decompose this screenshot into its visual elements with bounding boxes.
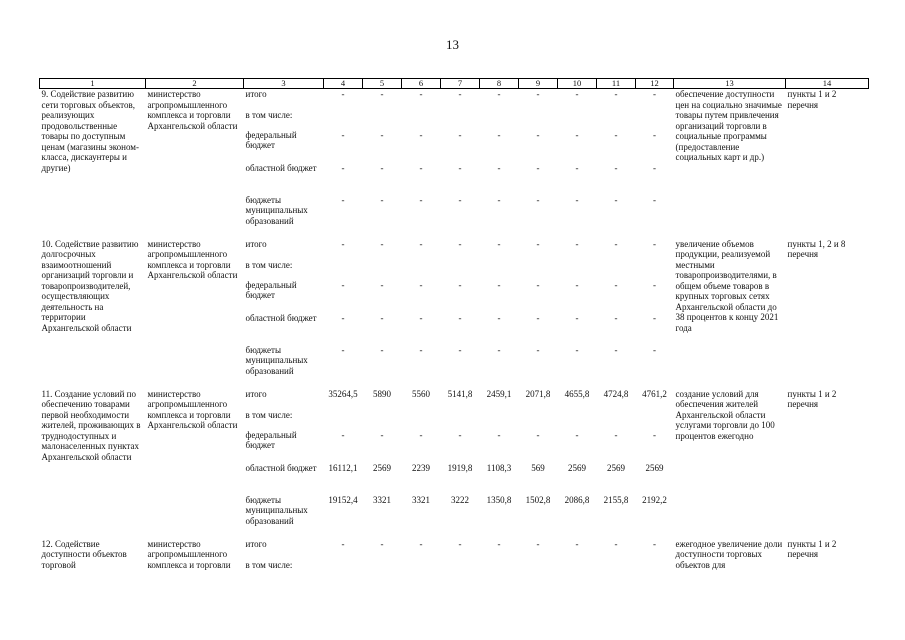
- value-cell: -: [575, 194, 579, 205]
- value-cell: [480, 260, 519, 280]
- value-cell: -: [458, 538, 462, 549]
- value-cell: -: [653, 129, 656, 140]
- funding-source-cell: бюджеты муниципальных образований: [245, 494, 308, 526]
- measure-name-cell: 9. Содействие развитию сети торговых объектов, реализующих продовольственные товары по доступным ценам (магазины эконом-класса, дискаунтеры и другие): [41, 89, 139, 173]
- value-cell: [519, 260, 558, 280]
- value-cell: 5560: [412, 388, 430, 399]
- value-cell: -: [497, 344, 501, 355]
- value-cell: [558, 560, 597, 580]
- value-cell: -: [575, 344, 579, 355]
- value-cell: -: [536, 89, 540, 99]
- value-cell: [480, 560, 519, 580]
- value-cell: [324, 110, 363, 130]
- value-cell: [558, 110, 597, 130]
- value-cell: -: [380, 89, 384, 99]
- value-cell: 4724,8: [603, 388, 629, 399]
- value-cell: -: [341, 194, 345, 205]
- column-number-row: [40, 79, 869, 89]
- value-cell: -: [341, 312, 345, 323]
- funding-source-cell: федеральный бюджет: [245, 129, 297, 150]
- value-cell: [636, 410, 674, 430]
- value-cell: [402, 560, 441, 580]
- value-cell: -: [419, 89, 423, 99]
- executor-cell: министерство агропромышленного комплекса и торговли Архангельской области: [147, 388, 238, 430]
- value-cell: -: [458, 344, 462, 355]
- value-cell: -: [497, 194, 501, 205]
- value-cell: 5890: [373, 388, 391, 399]
- value-cell: -: [458, 89, 462, 99]
- value-cell: -: [380, 279, 384, 290]
- value-cell: [480, 110, 519, 130]
- value-cell: [519, 410, 558, 430]
- value-cell: [402, 410, 441, 430]
- value-cell: -: [653, 538, 656, 549]
- funding-source-cell: федеральный бюджет: [245, 429, 297, 450]
- value-cell: -: [536, 162, 540, 173]
- column-number-cell: 12: [636, 79, 674, 89]
- value-cell: -: [497, 162, 501, 173]
- value-cell: -: [536, 538, 540, 549]
- executor-cell: министерство агропромышленного комплекса и торговли: [147, 538, 231, 570]
- value-cell: -: [653, 279, 656, 290]
- value-cell: [363, 260, 402, 280]
- measure-name-cell: 10. Содействие развитию долгосрочных взаимоотношений организаций торговли и товаропроизводителей, осуществляющих деятельность на территории Архангельской области: [41, 238, 139, 333]
- funding-source-cell: в том числе:: [245, 259, 293, 270]
- indicator-reference-cell: пункты 1 и 2 перечня: [787, 89, 837, 110]
- value-cell: 1108,3: [486, 462, 512, 473]
- value-cell: -: [614, 429, 618, 440]
- value-cell: -: [497, 538, 501, 549]
- value-cell: [597, 260, 636, 280]
- value-cell: -: [614, 538, 618, 549]
- value-cell: -: [419, 538, 423, 549]
- value-cell: 3321: [412, 494, 430, 505]
- value-cell: -: [536, 238, 540, 249]
- value-cell: [324, 260, 363, 280]
- value-cell: 1350,8: [486, 494, 512, 505]
- indicator-reference-cell: пункты 1 и 2 перечня: [787, 388, 837, 409]
- value-cell: [324, 410, 363, 430]
- column-number-cell: 3: [244, 79, 324, 89]
- indicator-reference-cell: пункты 1, 2 и 8 перечня: [787, 238, 846, 259]
- value-cell: -: [419, 344, 423, 355]
- value-cell: [597, 560, 636, 580]
- column-number-cell: 10: [558, 79, 597, 89]
- column-number-cell: 2: [146, 79, 244, 89]
- value-cell: [636, 110, 674, 130]
- value-cell: 19152,4: [328, 494, 358, 505]
- value-cell: [558, 260, 597, 280]
- value-cell: 2192,2: [642, 494, 667, 505]
- program-table: [39, 78, 869, 580]
- table-row: [40, 89, 869, 110]
- value-cell: 16112,1: [328, 462, 358, 473]
- value-cell: 4761,2: [642, 388, 667, 399]
- value-cell: [558, 410, 597, 430]
- value-cell: -: [614, 312, 618, 323]
- value-cell: -: [341, 89, 345, 99]
- value-cell: 2569: [373, 462, 391, 473]
- value-cell: -: [341, 429, 345, 440]
- column-number-cell: 4: [324, 79, 363, 89]
- funding-source-cell: областной бюджет: [245, 162, 317, 173]
- value-cell: -: [419, 312, 423, 323]
- funding-source-cell: итого: [245, 388, 267, 399]
- indicator-reference-cell: пункты 1 и 2 перечня: [787, 538, 837, 559]
- value-cell: -: [653, 194, 656, 205]
- value-cell: -: [536, 279, 540, 290]
- value-cell: -: [341, 279, 345, 290]
- page-number: 13: [446, 37, 459, 52]
- value-cell: -: [653, 238, 656, 249]
- value-cell: -: [614, 129, 618, 140]
- funding-source-cell: областной бюджет: [245, 312, 317, 323]
- value-cell: -: [341, 344, 345, 355]
- value-cell: [441, 110, 480, 130]
- value-cell: -: [341, 162, 345, 173]
- value-cell: -: [575, 312, 579, 323]
- value-cell: -: [458, 429, 462, 440]
- value-cell: [597, 110, 636, 130]
- value-cell: -: [614, 194, 618, 205]
- value-cell: [363, 560, 402, 580]
- value-cell: -: [458, 194, 462, 205]
- value-cell: 4655,8: [564, 388, 590, 399]
- funding-source-cell: в том числе:: [245, 109, 293, 120]
- value-cell: 1919,8: [447, 462, 473, 473]
- value-cell: [402, 110, 441, 130]
- value-cell: -: [380, 312, 384, 323]
- value-cell: [441, 260, 480, 280]
- value-cell: -: [614, 89, 618, 99]
- value-cell: -: [380, 429, 384, 440]
- value-cell: 2459,1: [486, 388, 512, 399]
- value-cell: [636, 560, 674, 580]
- value-cell: [636, 260, 674, 280]
- value-cell: -: [536, 344, 540, 355]
- value-cell: -: [380, 129, 384, 140]
- value-cell: -: [380, 238, 384, 249]
- expected-result-cell: обеспечение доступности цен на социально значимые товары путем привлечения организаций торговли в социальные программы (предоставление социальных карт и др.): [675, 89, 782, 162]
- value-cell: -: [458, 162, 462, 173]
- value-cell: 2569: [568, 462, 586, 473]
- value-cell: 3222: [451, 494, 469, 505]
- value-cell: -: [380, 538, 384, 549]
- column-number-cell: 14: [786, 79, 869, 89]
- value-cell: -: [341, 538, 345, 549]
- value-cell: -: [575, 429, 579, 440]
- value-cell: [519, 560, 558, 580]
- column-number-cell: 6: [402, 79, 441, 89]
- value-cell: -: [341, 129, 345, 140]
- value-cell: 2071,8: [525, 388, 551, 399]
- value-cell: -: [653, 312, 656, 323]
- value-cell: [441, 560, 480, 580]
- funding-source-cell: в том числе:: [245, 559, 293, 570]
- value-cell: 2569: [607, 462, 625, 473]
- value-cell: [441, 410, 480, 430]
- value-cell: 1502,8: [525, 494, 551, 505]
- value-cell: [363, 410, 402, 430]
- value-cell: -: [341, 238, 345, 249]
- table-row: [40, 389, 869, 410]
- column-number-cell: 5: [363, 79, 402, 89]
- executor-cell: министерство агропромышленного комплекса и торговли Архангельской области: [147, 238, 238, 280]
- value-cell: -: [497, 129, 501, 140]
- value-cell: -: [458, 129, 462, 140]
- value-cell: -: [380, 162, 384, 173]
- value-cell: -: [536, 312, 540, 323]
- value-cell: -: [575, 538, 579, 549]
- value-cell: -: [380, 194, 384, 205]
- funding-source-cell: итого: [245, 238, 267, 249]
- column-number-cell: 11: [597, 79, 636, 89]
- value-cell: -: [575, 89, 579, 99]
- value-cell: [363, 110, 402, 130]
- expected-result-cell: ежегодное увеличение доли доступности торговых объектов для: [675, 538, 783, 570]
- value-cell: [597, 410, 636, 430]
- value-cell: 2239: [412, 462, 430, 473]
- value-cell: -: [458, 238, 462, 249]
- value-cell: -: [536, 129, 540, 140]
- expected-result-cell: создание условий для обеспечения жителей Архангельской области услугами торговли до 100 процентов ежегодно: [675, 388, 775, 441]
- value-cell: -: [380, 344, 384, 355]
- value-cell: -: [497, 89, 501, 99]
- table-row: [40, 239, 869, 260]
- column-number-cell: 1: [40, 79, 146, 89]
- value-cell: -: [536, 194, 540, 205]
- funding-source-cell: бюджеты муниципальных образований: [245, 344, 308, 376]
- executor-cell: министерство агропромышленного комплекса и торговли Архангельской области: [147, 89, 238, 131]
- value-cell: -: [653, 162, 656, 173]
- funding-source-cell: федеральный бюджет: [245, 279, 297, 300]
- column-number-cell: 13: [674, 79, 786, 89]
- value-cell: -: [614, 162, 618, 173]
- value-cell: -: [419, 238, 423, 249]
- value-cell: -: [653, 344, 656, 355]
- value-cell: -: [497, 279, 501, 290]
- value-cell: -: [419, 429, 423, 440]
- value-cell: 2155,8: [603, 494, 629, 505]
- value-cell: -: [497, 429, 501, 440]
- column-number-cell: 7: [441, 79, 480, 89]
- column-number-cell: 9: [519, 79, 558, 89]
- funding-source-cell: в том числе:: [245, 409, 293, 420]
- funding-source-cell: бюджеты муниципальных образований: [245, 194, 308, 226]
- value-cell: [480, 410, 519, 430]
- column-number-cell: 8: [480, 79, 519, 89]
- value-cell: -: [575, 238, 579, 249]
- value-cell: -: [653, 429, 656, 440]
- funding-source-cell: итого: [245, 538, 267, 549]
- value-cell: -: [536, 429, 540, 440]
- measure-name-cell: 11. Создание условий по обеспечению товарами первой необходимости жителей, проживающих в труднодоступных и малонаселенных пунктах Архангельской области: [41, 388, 141, 462]
- value-cell: 2086,8: [564, 494, 590, 505]
- value-cell: -: [419, 194, 423, 205]
- value-cell: 5141,8: [447, 388, 473, 399]
- value-cell: -: [458, 312, 462, 323]
- value-cell: 569: [531, 462, 545, 473]
- value-cell: -: [575, 279, 579, 290]
- value-cell: -: [575, 129, 579, 140]
- value-cell: [402, 260, 441, 280]
- value-cell: -: [419, 129, 423, 140]
- value-cell: -: [614, 238, 618, 249]
- value-cell: [519, 110, 558, 130]
- table-row: [40, 539, 869, 560]
- expected-result-cell: увеличение объемов продукции, реализуемой местными товаропроизводителями, в общем объеме товаров в крупных торговых сетях Архангельской области до 38 процентов к концу 2021 года: [675, 238, 779, 333]
- value-cell: 3321: [373, 494, 391, 505]
- value-cell: -: [497, 312, 501, 323]
- value-cell: -: [653, 89, 656, 99]
- value-cell: -: [497, 238, 501, 249]
- value-cell: [324, 560, 363, 580]
- funding-source-cell: итого: [245, 89, 267, 99]
- value-cell: -: [419, 162, 423, 173]
- value-cell: 2569: [645, 462, 664, 473]
- value-cell: -: [458, 279, 462, 290]
- value-cell: 35264,5: [328, 388, 358, 399]
- value-cell: -: [614, 344, 618, 355]
- value-cell: -: [614, 279, 618, 290]
- funding-source-cell: областной бюджет: [245, 462, 317, 473]
- value-cell: -: [575, 162, 579, 173]
- measure-name-cell: 12. Содействие доступности объектов торговой: [41, 538, 127, 570]
- value-cell: -: [419, 279, 423, 290]
